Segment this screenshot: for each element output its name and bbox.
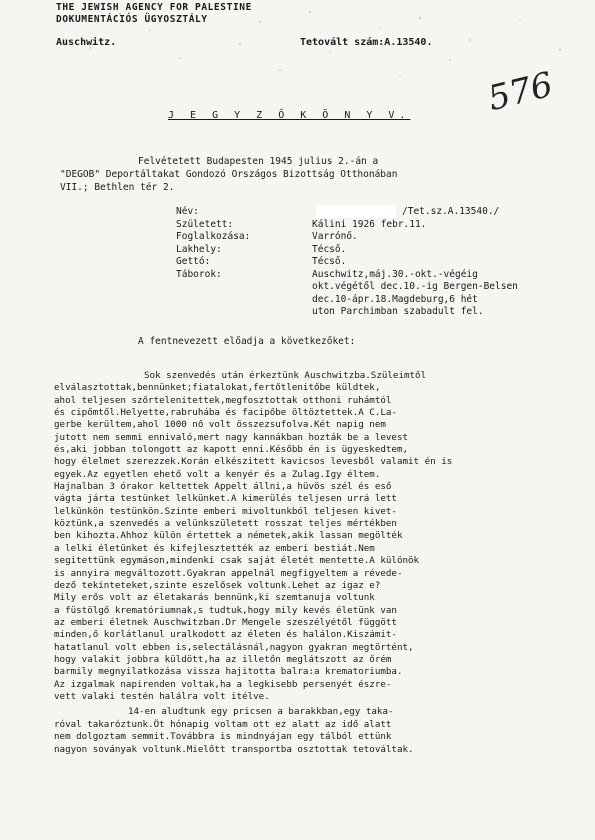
field-residence — [176, 244, 518, 257]
testimony-paragraph-1 — [54, 370, 584, 703]
text-line: gerbe kerültem,ahol 1000 nő volt összezsufolva.Két napig nem — [54, 419, 386, 431]
camps-line: dec.10-ápr.18.Magdeburg,6 hét — [312, 293, 478, 305]
text-line: Hajnalban 3 órakor keltettek Appelt állni,a hüvös szél és eső — [54, 481, 392, 493]
text-line: Mily erős volt az életakarás bennünk,ki szemtanuja voltunk — [54, 592, 375, 604]
field-camps — [176, 269, 518, 282]
text-line: dező tekinteteket,szinte eszelősek voltunk.Lehet az igaz e? — [54, 579, 381, 591]
field-value: Varrónő. — [312, 231, 358, 242]
intro-line: VII.; Bethlen tér 2. — [60, 182, 175, 193]
text-line: barmily megnyilatkozása vissza hajitotta balra:a krematoriumba. — [54, 666, 403, 678]
text-line: ben kihozta.Ahhoz külön értettek a németek,akik lassan megölték — [54, 530, 403, 542]
field-value: Kálini 1926 febr.11. — [312, 218, 427, 230]
text-line: nem dolgoztam semmit.Továbbra is mindnyájan egy tálból ettünk — [54, 731, 392, 743]
field-name — [176, 206, 518, 219]
tattoo-number: A.13540. — [384, 37, 433, 48]
field-label: Foglalkozása: — [176, 231, 251, 242]
text-line: és cipőmtől.Helyette,rabruhába és facipőbe öltöztettek.A C.La- — [54, 407, 397, 419]
field-value: Técső. — [312, 256, 347, 267]
field-label: Táborok: — [176, 268, 222, 280]
field-ghetto — [176, 256, 518, 269]
text-line: elválasztottak,bennünket;fiatalokat,fertőtlenitőbe küldtek, — [54, 382, 381, 394]
camps-cont — [176, 281, 518, 294]
field-value: Auschwitz,máj.30.-okt.-végéig — [312, 268, 478, 280]
personal-fields — [176, 206, 518, 319]
field-label: Név: — [176, 206, 199, 217]
statement-intro: A fentnevezett előadja a következőket: — [138, 336, 356, 347]
intro-line: Felvétetett Budapesten 1945 julius 2.-án a — [138, 156, 379, 167]
text-line: Sok szenvedés után érkeztünk Auschwitzba.Szüleimtől — [144, 370, 427, 381]
tattoo-header — [300, 37, 432, 48]
intro-line: "DEGOB" Deportáltakat Gondozó Országos Bizottság Otthonában — [60, 169, 398, 180]
agency-line: THE JEWISH AGENCY FOR PALESTINE — [56, 2, 252, 13]
field-label: Gettó: — [176, 256, 211, 267]
text-line: ahol teljesen szőrtelenitettek,megfosztottak otthoni ruhámtól — [54, 394, 392, 406]
text-line: köztünk,a szenvedés a velünkszületett rosszat teljes mértékben — [54, 518, 397, 530]
text-line: hatatlanul volt ebben is,selectálásnál,nagyon gyakran megtörtént, — [54, 641, 414, 653]
field-label: Született: — [176, 218, 234, 230]
camps-line: uton Parchimban szabadult fel. — [312, 306, 484, 317]
field-birth — [176, 219, 518, 232]
testimony-paragraph-2 — [54, 706, 584, 756]
field-value: Técső. — [312, 243, 347, 255]
text-line: jutott nem semmi ennivaló,mert nagy kannákban hozták be a levest — [54, 431, 409, 443]
camps-line: okt.végétől dec.10.-ig Bergen-Belsen — [312, 281, 518, 292]
field-label: Lakhely: — [176, 243, 222, 255]
text-line: vágta járta testünket lelkünket.A kimerülés teljesen urrá lett — [54, 493, 397, 505]
camps-cont — [176, 294, 518, 307]
text-line: és,aki jobban tolongott az kapott enni.Később én is ügyeskedtem, — [54, 444, 409, 456]
text-line: hogy élelmet szerezzek.Korán elkészitett kavicsos levesből valamit én is — [54, 456, 453, 468]
text-line: az emberi életnek Auschwitzban.Dr Mengele szeszélyétől függött — [54, 616, 397, 628]
text-line: egyek.Az egyetlen ehető volt a kenyér és a Zulag.Igy éltem. — [54, 468, 381, 480]
text-line: lelkünkön testünkön.Szinte emberi mivoltunkból teljesen kivet- — [54, 505, 397, 517]
tattoo-label: Tetovált szám: — [300, 37, 385, 48]
text-line: hogy valakit jobbra küldött,ha az illetőn meglátszott az őrém — [54, 653, 392, 665]
text-line: vett valaki testén halálra volt itélve. — [54, 690, 270, 702]
text-line: minden,ő korlátlanul uralkodott az életen és halálon.Kiszámit- — [54, 629, 397, 641]
text-line: 14-en aludtunk egy pricsen a barakkban,egy taka- — [128, 706, 394, 717]
text-line: nagyon soványak voltunk.Mielőtt transportba osztottak tetováltak. — [54, 743, 414, 755]
text-line: is annyira megváltozott.Gyakran appelnál megfigyeltem a révede- — [54, 567, 403, 579]
tattoo-reference: /Tet.sz.A.13540./ — [402, 206, 500, 217]
text-line: segitettünk egymáson,mindenki csak saját életét mentette.A különök — [54, 555, 420, 567]
handwritten-number: 576 — [484, 64, 557, 120]
text-line: Az izgalmak napirenden voltak,ha a legkisebb persenyét észre- — [54, 678, 392, 690]
camp-label: Auschwitz. — [56, 37, 117, 48]
camps-cont — [176, 306, 518, 319]
text-line: róval takaróztunk.Öt hónapig voltam ott ez alatt az idő alatt — [54, 718, 392, 730]
text-line: a füstölgő krematóriumnak,s tudtuk,hogy mily kevés életünk van — [54, 604, 397, 616]
document-title: J E G Y Z Ő K Ö N Y V. — [168, 110, 411, 121]
field-occupation — [176, 231, 518, 244]
intro-block — [60, 155, 580, 194]
office-line: DOKUMENTÁCIÓS ÜGYOSZTÁLY — [56, 14, 208, 25]
text-line: a lelki életünket és kifejlesztették az emberi bestiát.Nem — [54, 542, 375, 554]
